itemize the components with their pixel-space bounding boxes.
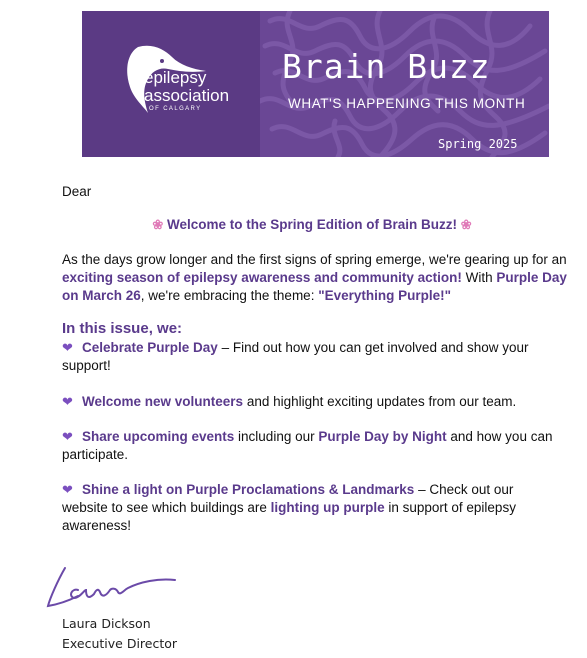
issue-item-highlight: Share upcoming events [82, 429, 235, 444]
issue-item-highlight: Purple Day by Night [318, 429, 447, 444]
issue-item-text: – Find out how you can get involved and show your support! [62, 340, 529, 373]
intro-text: With [461, 270, 497, 285]
purple-heart-icon: ❤ [62, 394, 73, 409]
issue-item [62, 481, 562, 535]
issue-item [62, 393, 562, 411]
issue-item [62, 428, 562, 464]
welcome-heading [62, 216, 562, 234]
issue-item-text: including our [234, 429, 319, 444]
cherry-blossom-icon: ❀ [460, 217, 472, 232]
issue-item [62, 339, 562, 375]
intro-highlight: Purple Day on March 26 [62, 270, 567, 303]
issue-item-text: in support of epilepsy awareness! [62, 500, 516, 533]
newsletter-title: Brain Buzz [282, 47, 491, 86]
issue-item-text: – Check out our website to see which buildings are [62, 482, 514, 515]
greeting: Dear [62, 184, 92, 199]
purple-heart-icon: ❤ [62, 340, 73, 355]
purple-heart-icon: ❤ [62, 429, 73, 444]
intro-paragraph [62, 251, 567, 305]
issue-item-highlight: Shine a light on Purple Proclamations & Landmarks [82, 482, 415, 497]
newsletter-edition: Spring 2025 [438, 137, 518, 151]
intro-highlight: exciting season of epilepsy awareness and community action! [62, 270, 462, 285]
signer-name: Laura Dickson [62, 616, 151, 631]
in-this-issue-heading: In this issue, we: [62, 320, 183, 337]
welcome-text: Welcome to the Spring Edition of Brain Buzz! [167, 217, 457, 232]
intro-text: , we're embracing the theme: [140, 288, 319, 303]
logo-text-epilepsy: epilepsy [144, 68, 207, 87]
signer-title: Executive Director [62, 636, 178, 651]
newsletter-banner [82, 11, 549, 157]
intro-text: As the days grow longer and the first signs of spring emerge, we're gearing up for an [62, 252, 567, 267]
purple-heart-icon: ❤ [62, 482, 73, 497]
issue-item-highlight: Celebrate Purple Day [82, 340, 218, 355]
issue-item-highlight: lighting up purple [270, 500, 385, 515]
issue-item-text: and highlight exciting updates from our team. [243, 394, 517, 409]
issue-item-highlight: Welcome new volunteers [82, 394, 244, 409]
intro-highlight: "Everything Purple!" [318, 288, 452, 303]
logo-text-of-calgary: OF CALGARY [149, 106, 202, 112]
logo-text-association: association [144, 86, 230, 105]
banner-logo-panel [82, 11, 260, 157]
issue-item-text: and how you can participate. [62, 429, 553, 462]
handwritten-signature [40, 560, 190, 615]
newsletter-subtitle: WHAT'S HAPPENING THIS MONTH [288, 96, 526, 111]
cherry-blossom-icon: ❀ [152, 217, 164, 232]
